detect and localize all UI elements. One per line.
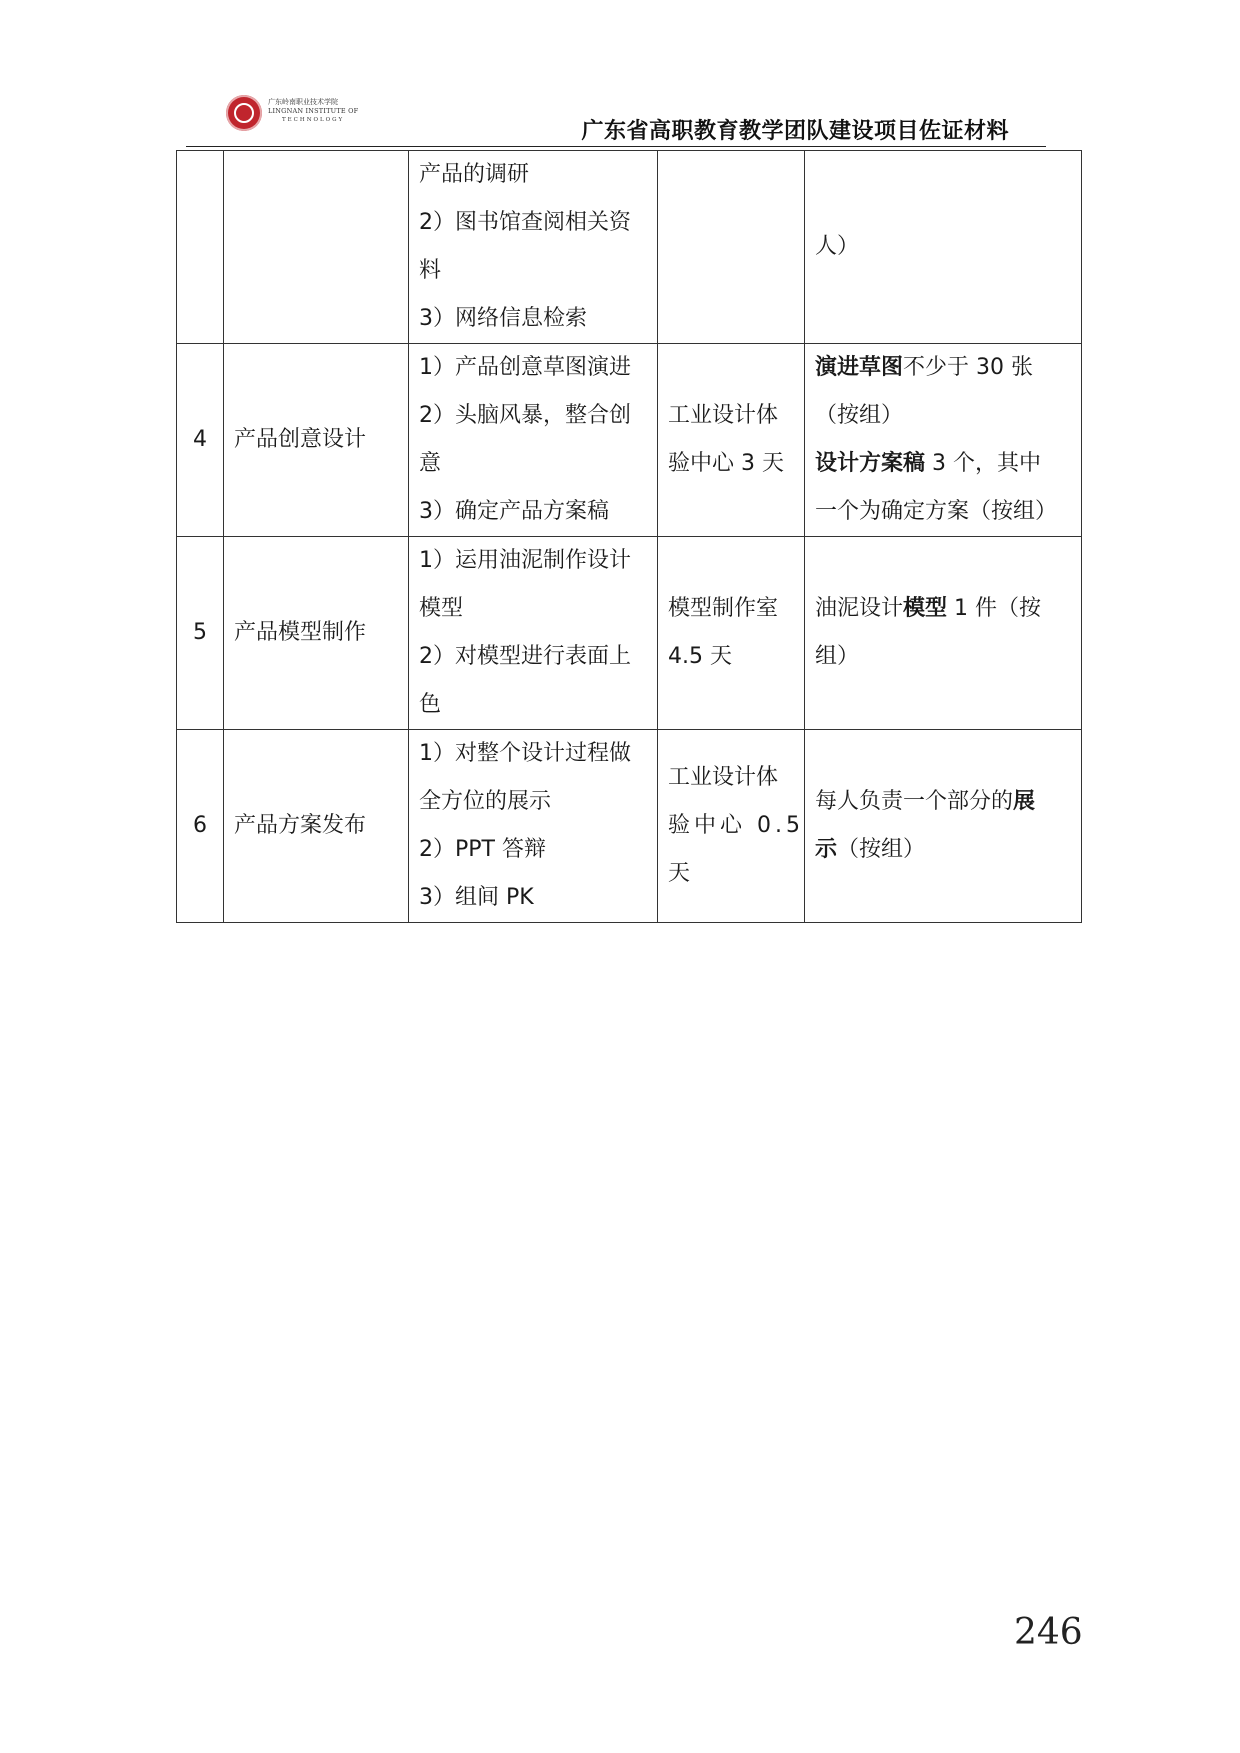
place-line: 工业设计体: [668, 403, 779, 428]
output-text: 1 件（按: [947, 596, 1042, 621]
output-cell: [805, 730, 1082, 923]
task-line: 模型: [419, 596, 464, 621]
row-number: [177, 151, 224, 344]
output-cell: [805, 344, 1082, 537]
task-cell: [409, 344, 658, 537]
task-line: 意: [419, 451, 442, 476]
output-keyword: 设计方案稿: [815, 451, 926, 476]
table-row: [177, 730, 1082, 923]
place-cell: [658, 730, 805, 923]
header-divider: [186, 146, 1046, 147]
place-line: 验中心 0.5: [668, 813, 804, 838]
logo-text: [268, 98, 358, 125]
task-line: 全方位的展示: [419, 789, 552, 814]
place-cell: [658, 537, 805, 730]
course-schedule-table: [176, 150, 1082, 923]
output-line: 组）: [815, 644, 860, 669]
output-cell: [805, 537, 1082, 730]
place-cell: [658, 151, 805, 344]
task-line: 料: [419, 258, 442, 283]
place-line: 模型制作室: [668, 596, 779, 621]
output-text: 不少于 30 张: [903, 355, 1033, 380]
task-line: 2）头脑风暴，整合创: [419, 403, 631, 428]
college-logo: [226, 95, 359, 135]
place-line: 4.5 天: [668, 644, 732, 669]
output-text: （按组）: [837, 837, 926, 862]
output-text: 油泥设计: [815, 596, 904, 621]
task-line: 1）产品创意草图演进: [419, 355, 631, 380]
place-line: 工业设计体: [668, 765, 779, 790]
table-row: [177, 537, 1082, 730]
output-line: [815, 344, 1071, 392]
table-row: [177, 151, 1082, 344]
place-line: 天: [668, 861, 691, 886]
output-text: 每人负责一个部分的: [815, 789, 1014, 814]
logo-en-line1: LINGNAN INSTITUTE OF: [268, 107, 359, 115]
task-line: 3）组间 PK: [419, 885, 534, 910]
task-line: 3）确定产品方案稿: [419, 499, 609, 524]
task-line: 色: [419, 692, 442, 717]
output-text: 3 个，其中: [925, 451, 1041, 476]
module-name: 产品模型制作: [224, 537, 409, 730]
task-line: 2）对模型进行表面上: [419, 644, 631, 669]
output-line: [815, 440, 1071, 488]
output-keyword: 演进草图: [815, 355, 904, 380]
output-line: [815, 585, 1071, 633]
module-name: 产品方案发布: [224, 730, 409, 923]
task-line: 2）图书馆查阅相关资: [419, 210, 631, 235]
logo-cn-name: 广东岭南职业技术学院: [268, 98, 338, 106]
task-cell: [409, 151, 658, 344]
task-cell: [409, 730, 658, 923]
place-line: 验中心 3 天: [668, 451, 784, 476]
output-keyword: 展: [1013, 789, 1036, 814]
output-line: 人）: [815, 234, 860, 259]
task-line: 1）运用油泥制作设计: [419, 548, 631, 573]
row-number: 5: [177, 537, 224, 730]
task-line: 1）对整个设计过程做: [419, 741, 631, 766]
output-cell: [805, 151, 1082, 344]
page-number: 246: [1014, 1612, 1083, 1653]
logo-en-line2: TECHNOLOGY: [282, 117, 345, 123]
row-number: 6: [177, 730, 224, 923]
page-header-title: 广东省高职教育教学团队建设项目佐证材料: [581, 119, 1009, 144]
output-line: （按组）: [815, 403, 904, 428]
row-number: 4: [177, 344, 224, 537]
module-name: 产品创意设计: [224, 344, 409, 537]
output-line: 一个为确定方案（按组）: [815, 499, 1058, 524]
table-row: [177, 344, 1082, 537]
task-line: 3）网络信息检索: [419, 306, 587, 331]
task-line: 2）PPT 答辩: [419, 837, 546, 862]
module-name: [224, 151, 409, 344]
place-cell: [658, 344, 805, 537]
task-cell: [409, 537, 658, 730]
output-line: [815, 778, 1071, 826]
output-line: [815, 826, 1071, 874]
college-seal-icon: [226, 95, 262, 131]
task-line: 产品的调研: [419, 162, 530, 187]
output-keyword: 示: [815, 837, 838, 862]
output-keyword: 模型: [903, 596, 948, 621]
